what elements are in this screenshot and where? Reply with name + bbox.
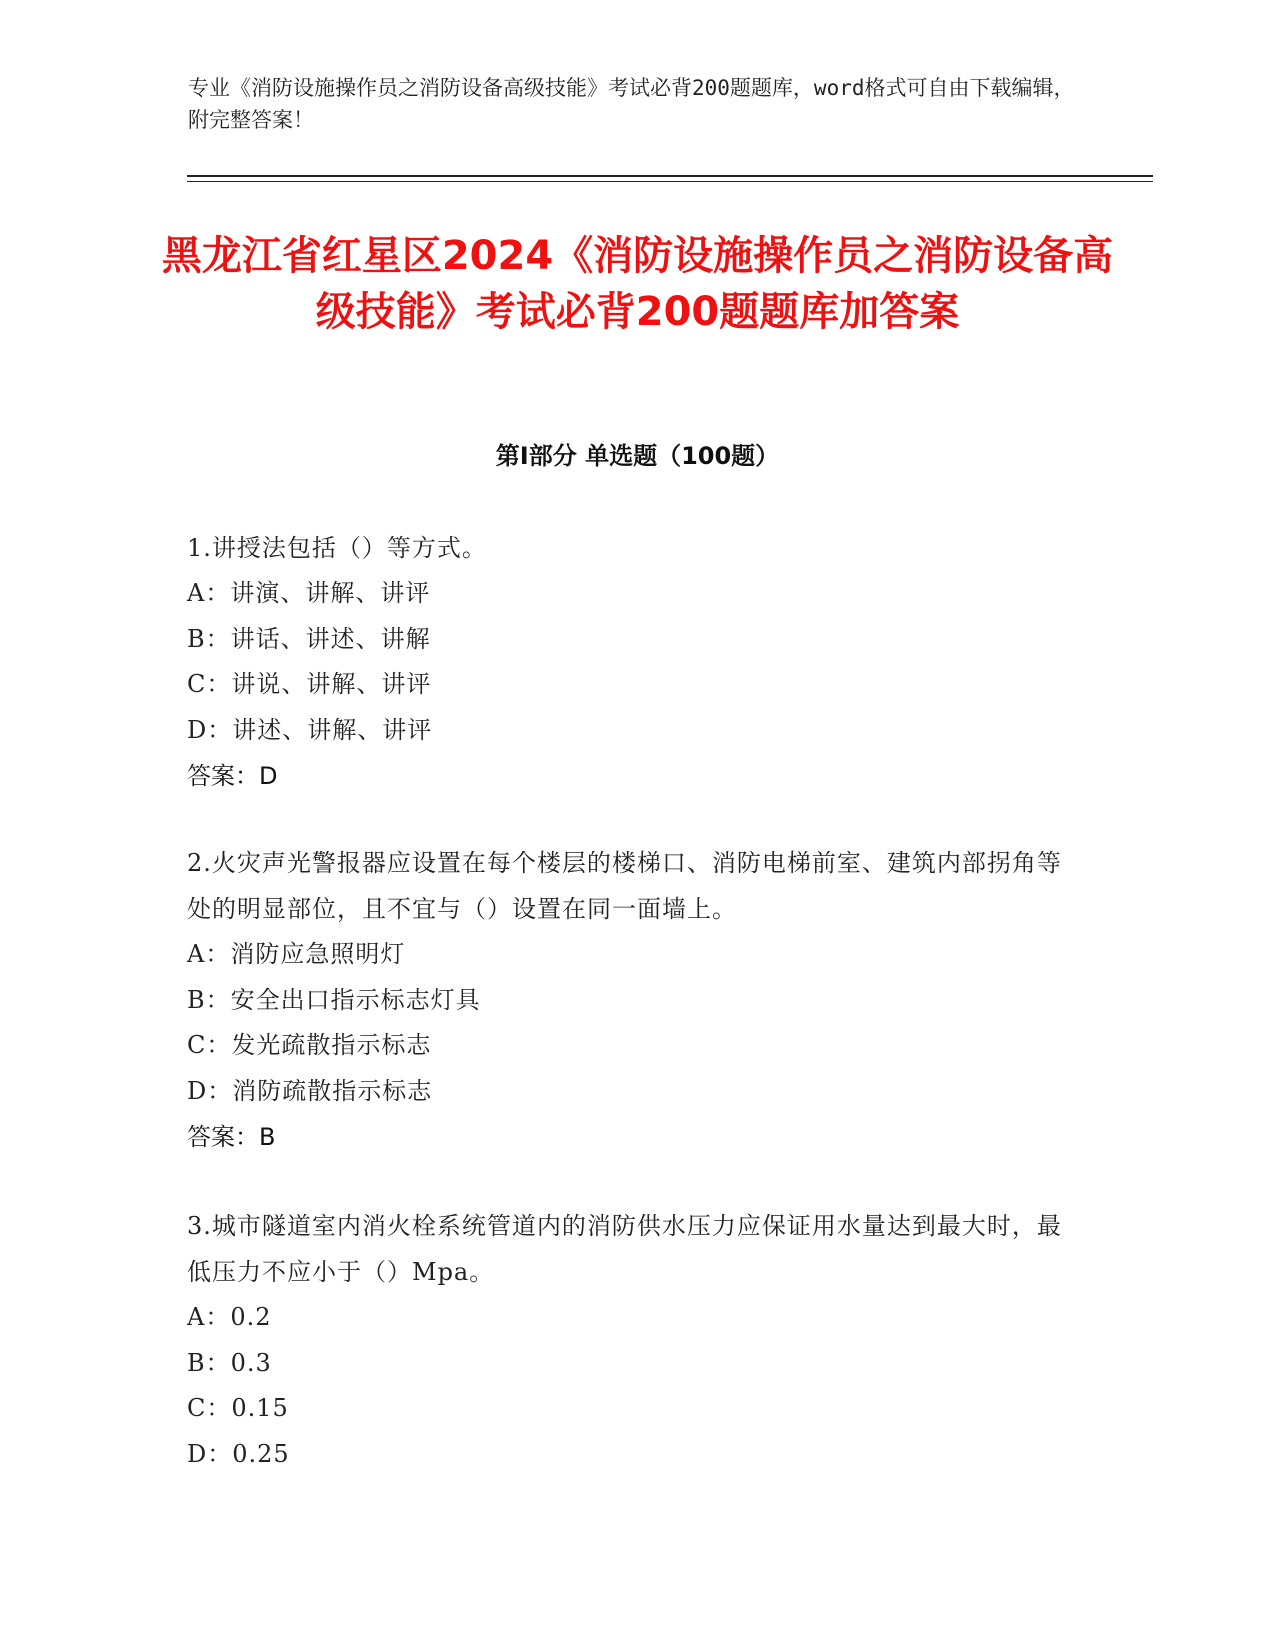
option-b: B：安全出口指示标志灯具 [187,985,481,1014]
answer: 答案：D [187,762,278,790]
option-b: B：0.3 [187,1348,272,1377]
question-text: 1.讲授法包括（）等方式。 [187,534,487,562]
question-1 [187,525,1067,799]
option-c: C：发光疏散指示标志 [187,1031,432,1059]
option-d: D：讲述、讲解、讲评 [187,715,433,744]
document-title: 黑龙江省红星区2024《消防设施操作员之消防设备高级技能》考试必背200题题库加答案 [161,233,1114,335]
option-b: B：讲话、讲述、讲解 [187,624,431,653]
option-a: A：0.2 [187,1303,272,1331]
option-d: D：消防疏散指示标志 [187,1076,433,1105]
option-a: A：消防应急照明灯 [187,940,406,968]
option-d: D：0.25 [187,1439,290,1468]
question-text: 3.城市隧道室内消火栓系统管道内的消防供水压力应保证用水量达到最大时，最低压力不应小于（）Mpa。 [187,1212,1062,1286]
header-divider [187,175,1153,177]
option-c: C：讲说、讲解、讲评 [187,670,432,698]
question-text: 2.火灾声光警报器应设置在每个楼层的楼梯口、消防电梯前室、建筑内部拐角等处的明显部位，且不宜与（）设置在同一面墙上。 [187,849,1062,923]
option-c: C：0.15 [187,1394,289,1422]
option-a: A：讲演、讲解、讲评 [187,579,431,607]
header-note: 专业《消防设施操作员之消防设备高级技能》考试必背200题题库，word格式可自由下载编辑，附完整答案！ [188,76,1075,132]
header-divider-thin [187,181,1153,182]
question-3 [187,1203,1067,1477]
question-2 [187,840,1067,1160]
section-title: 第Ⅰ部分 单选题（100题） [495,442,780,470]
answer: 答案：B [187,1123,276,1151]
